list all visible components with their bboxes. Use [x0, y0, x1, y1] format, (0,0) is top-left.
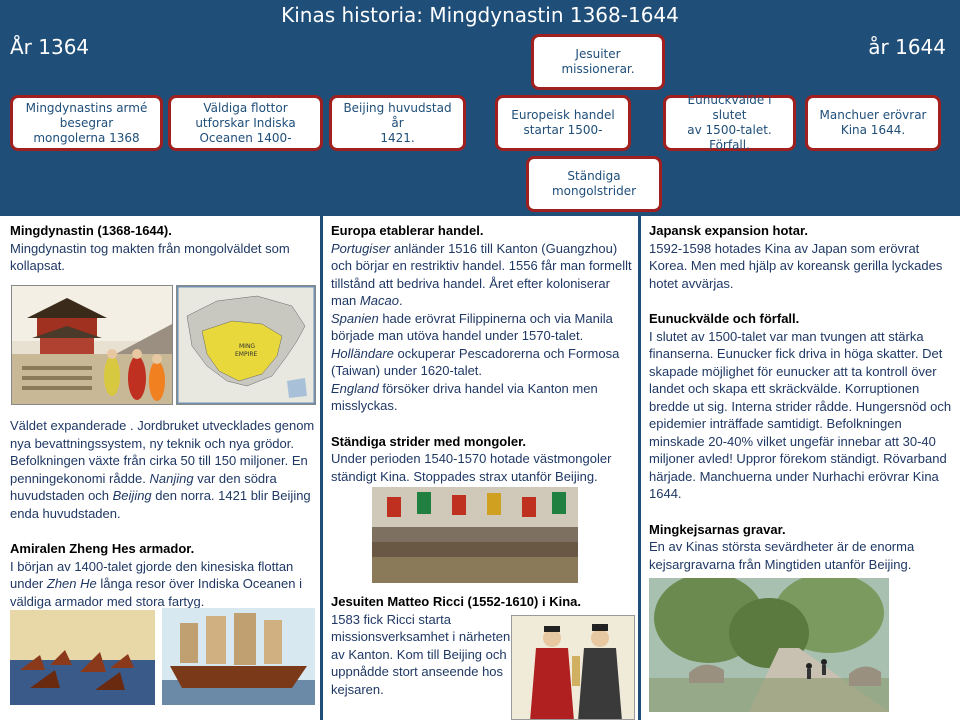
text-span: ockuperar Pescadorerna och Formosa (Taiwan) under 1620-talet. — [331, 345, 620, 378]
column-divider — [320, 216, 323, 720]
spacer — [649, 503, 952, 521]
paragraph-zheng-he — [10, 558, 315, 611]
page-title: Kinas historia: Mingdynastin 1368-1644 — [281, 3, 679, 27]
text-beijing: Beijing — [112, 488, 152, 503]
map-label-ming: MING — [239, 343, 256, 350]
column-ricci — [331, 593, 581, 698]
column-divider — [638, 216, 641, 720]
column-europe — [331, 222, 634, 485]
paragraph-portugal — [331, 240, 634, 310]
junk-ship-image — [162, 608, 315, 705]
ricci-portrait-image — [511, 615, 635, 720]
text-span: hade erövrat Filippinerna och via Manila började man utöva handel under 1570-talet. — [331, 310, 613, 343]
fleet-painting-image — [10, 610, 155, 705]
timeline-box-fleets: Väldiga flottor utforskar Indiska Oceanen 1400- — [168, 95, 323, 151]
heading-mongol-wars: Ständiga strider med mongoler. — [331, 433, 527, 449]
text-hollandare: Holländare — [331, 345, 394, 361]
text-span: Väldet expanderade . Jordbruket utvecklades genom nya bevattningssystem, ny teknik och nya grödor. Befolkningen växte från cirka 50 till 150 miljoner. En penningekonomi rådde. — [10, 418, 315, 486]
spacer — [649, 292, 952, 310]
heading-japan: Japansk expansion hotar. — [649, 223, 808, 238]
heading-ming: Mingdynastin (1368-1644). — [10, 223, 172, 238]
timeline-box-beijing: Beijing huvudstad år 1421. — [329, 95, 466, 151]
timeline-box-mongol-wars: Ständiga mongolstrider — [526, 156, 662, 212]
timeline-box-army: Mingdynastins armé besegrar mongolerna 1368 — [10, 95, 163, 151]
paragraph-spain — [331, 310, 634, 345]
text-span: . — [398, 293, 403, 308]
text-span: den norra. 1421 blir Beijing enda huvudstaden. — [10, 488, 311, 521]
heading-tombs: Mingkejsarnas gravar. — [649, 521, 786, 537]
map-label-empire: EMPIRE — [235, 351, 258, 358]
column-ming-body — [10, 417, 315, 610]
paragraph-england — [331, 380, 634, 415]
timeline-box-trade: Europeisk handel startar 1500- — [495, 95, 631, 151]
paragraph-japan: 1592-1598 hotades Kina av Japan som erövrat Korea. Men med hjälp av koreansk gerilla lyckades hotet avvärjas. — [649, 240, 943, 291]
ming-tombs-image — [649, 578, 889, 712]
timeline-box-jesuits: Jesuiter missionerar. — [531, 34, 665, 90]
text-zhen-he: Zhen He — [46, 576, 97, 591]
heading-ricci: Jesuiten Matteo Ricci (1552-1610) i Kina. — [331, 594, 581, 609]
spacer — [331, 415, 634, 433]
timeline-start-year: År 1364 — [10, 35, 90, 59]
paragraph-expansion — [10, 417, 315, 522]
intro-text: Mingdynastin tog makten från mongolväldet som kollapsat. — [10, 240, 290, 273]
text-macao: Macao — [359, 293, 399, 308]
heading-europe-trade: Europa etablerar handel. — [331, 223, 484, 238]
text-span: försöker driva handel via Kanton men misslyckas. — [331, 380, 598, 413]
text-england: England — [331, 380, 379, 396]
text-spanien: Spanien — [331, 310, 379, 326]
palace-image — [11, 285, 173, 405]
paragraph-eunuchs: I slutet av 1500-talet var man tvungen att stärka finanserna. Eunucker fick driva in höga skatter. Det skapade möjlighet för eunucker att ta kontroll över landet och skapa ett skräckvälde. Korruptionen bredde ut sig. Interna strider rådde. Hungersnöd och epidemier inträffade samtidigt. Befolkningen minskade 20-40% vilket ungefär innebar att 30-40 miljoner avled! Uppror förekom ständigt. Rövarband härjade. Manchuerna under Nurhachi erövrar Kina 1644. — [649, 328, 952, 501]
text-span: I början av 1400-talet gjorde den kinesiska flottan under — [10, 558, 294, 591]
timeline-end-year: år 1644 — [868, 35, 946, 59]
paragraph-mongols: Under perioden 1540-1570 hotade västmongoler ständigt Kina. Stoppades strax utanför Beijing. — [331, 451, 612, 484]
text-nanjing: Nanjing — [149, 470, 194, 486]
text-span: var den södra huvudstaden och — [10, 470, 277, 503]
mongol-army-image — [372, 487, 578, 583]
column-ming — [10, 222, 315, 275]
paragraph-netherlands — [331, 345, 634, 380]
paragraph-tombs: En av Kinas största sevärdheter är de enorma kejsargravarna från Mingtiden utanför Beijing. — [649, 539, 915, 572]
heading-eunuchs: Eunuckvälde och förfall. — [649, 311, 800, 326]
column-decline — [649, 222, 952, 573]
spacer — [10, 522, 315, 540]
text-span: anländer 1516 till Kanton (Guangzhou) och börjar en restriktiv handel. 1556 får man formellt tillstånd att bedriva handel. Året efter koloniserar man — [331, 240, 632, 308]
ming-empire-map — [176, 285, 316, 405]
timeline-box-eunuchs: Eunuckvälde i slutet av 1500-talet. Förfall. — [663, 95, 796, 151]
heading-zheng-he: Amiralen Zheng Hes armador. — [10, 541, 195, 556]
text-span: långa resor över Indiska Oceanen i väldiga armador med stora fartyg. — [10, 576, 302, 609]
timeline-box-manchu: Manchuer erövrar Kina 1644. — [805, 95, 941, 151]
text-portugiser: Portugiser — [331, 240, 391, 256]
paragraph-ricci: 1583 fick Ricci starta missionsverksamhet i närheten av Kanton. Kom till Beijing och uppnådde stort anseende hos kejsaren. — [331, 611, 511, 697]
